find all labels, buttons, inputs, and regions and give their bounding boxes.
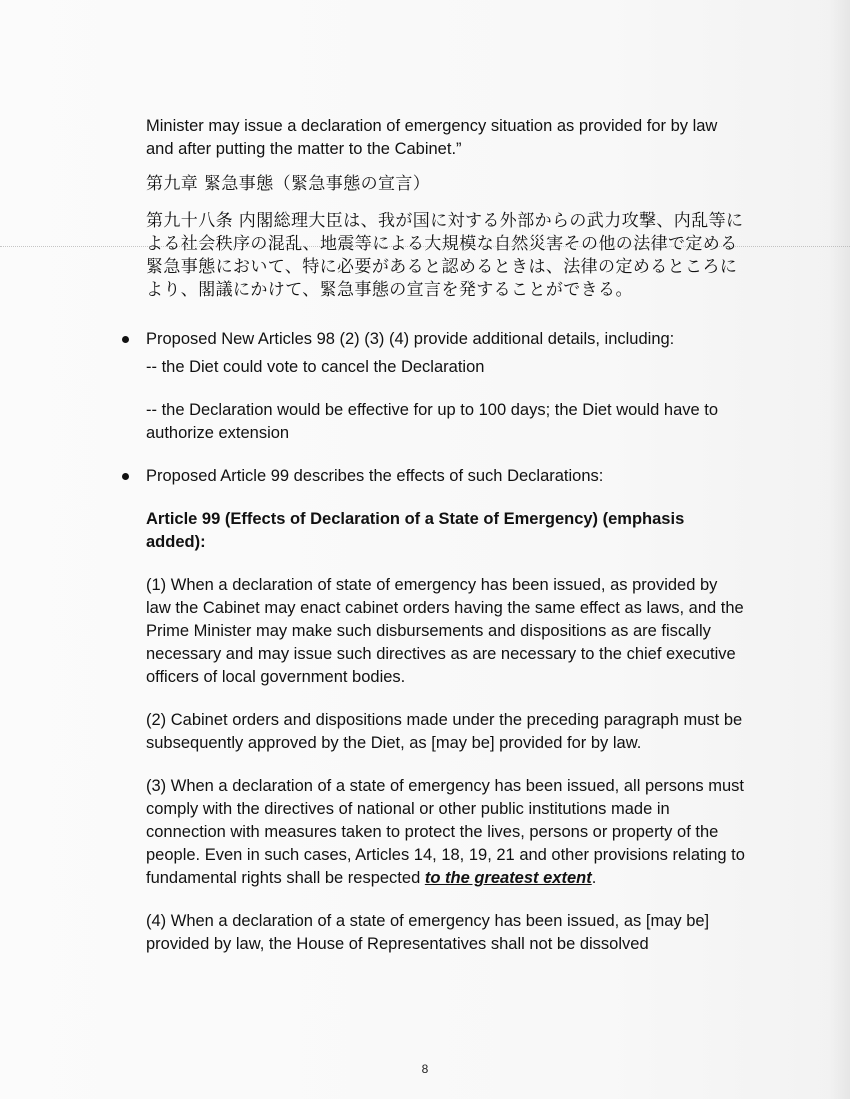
scan-edge-shadow xyxy=(828,0,850,1099)
bullet-item-article-99 xyxy=(146,465,746,488)
paragraph-1: (1) When a declaration of state of emergency has been issued, as provided by law the Cabinet may enact cabinet orders having the same effect as laws, and the Prime Minister may make such disbursements and dispositions as are fiscally necessary and may issue such directives as are necessary to the chief executive officers of local government bodies. xyxy=(146,576,744,686)
paragraph-3 xyxy=(146,775,746,890)
article-99-title: Article 99 (Effects of Declaration of a State of Emergency) (emphasis added): xyxy=(146,510,685,551)
japanese-article-98: 第九十八条 内閣総理大臣は、我が国に対する外部からの武力攻撃、内乱等による社会秩序の混乱、地震等による大規模な自然災害その他の法律で定める緊急事態において、特に必要があると認めるときは、法律の定めるところにより、閣議にかけて、緊急事態の宣言を発することができる。 xyxy=(146,211,744,300)
bullet-text: Proposed Article 99 describes the effects of such Declarations: xyxy=(146,467,604,485)
paragraph-3-emphasis: to the greatest extent xyxy=(424,869,592,887)
sub-item-cancel: -- the Diet could vote to cancel the Declaration xyxy=(146,358,485,376)
paragraph-4: (4) When a declaration of a state of emergency has been issued, as [may be] provided by law, the House of Representatives shall not be dissolved xyxy=(146,912,710,953)
bullet-icon xyxy=(122,336,129,343)
japanese-heading: 第九章 緊急事態（緊急事態の宣言） xyxy=(146,174,431,194)
sub-item-effective: -- the Declaration would be effective for up to 100 days; the Diet would have to authorize extension xyxy=(146,401,719,442)
paragraph-3-end: . xyxy=(591,869,597,887)
paragraph-3-text: (3) When a declaration of a state of emergency has been issued, all persons must comply with the directives of national or other public institutions made in connection with measures taken to protect the lives, persons or property of the people. Even in such cases, Articles 14, 18, 19, 21 and other provisions relating to fundamental rights shall be respected xyxy=(146,777,745,887)
continuation-text: Minister may issue a declaration of emergency situation as provided for by law and after putting the matter to the Cabinet.” xyxy=(146,117,718,158)
page-content xyxy=(146,115,746,956)
bullet-icon xyxy=(122,473,129,480)
page-number: 8 xyxy=(421,1062,429,1076)
bullet-text: Proposed New Articles 98 (2) (3) (4) provide additional details, including: xyxy=(146,330,675,348)
paragraph-2: (2) Cabinet orders and dispositions made under the preceding paragraph must be subsequently approved by the Diet, as [may be] provided for by law. xyxy=(146,711,743,752)
bullet-item-articles-98 xyxy=(146,328,746,351)
